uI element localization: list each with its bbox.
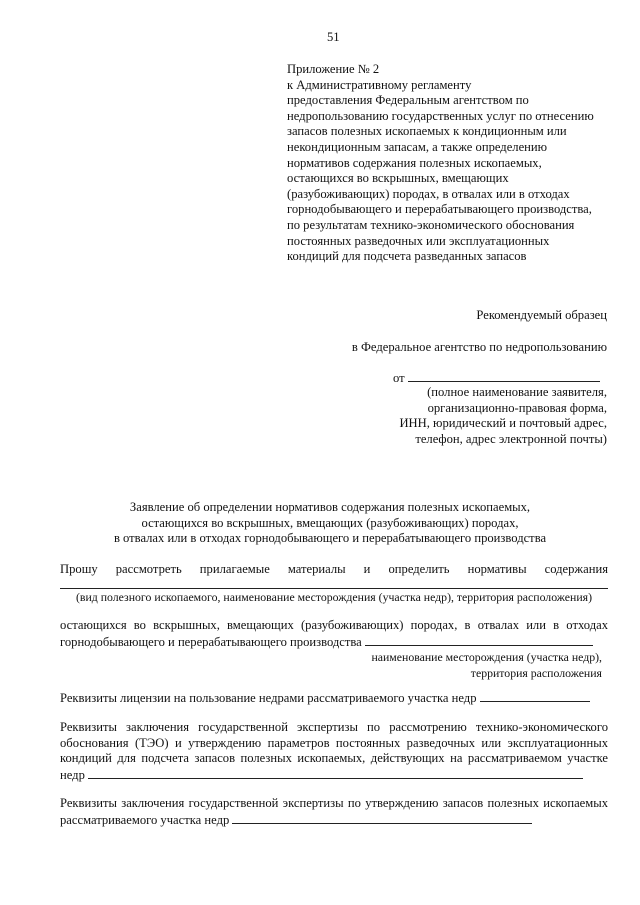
expertise-reserves (60, 796, 608, 828)
license-row (60, 690, 590, 707)
deposit-hint-line: наименование месторождения (участка недр), (371, 650, 602, 664)
appendix-line: остающихся во вскрышных, вмещающих (287, 171, 509, 186)
addressee: в Федеральное агентство по недропользованию (351, 340, 607, 354)
appendix-line: нормативов содержания полезных ископаемых, (287, 155, 542, 170)
request-line: Прошу рассмотреть прилагаемые материалы и определить нормативы содержания (60, 562, 608, 576)
deposit-hint (371, 650, 602, 681)
from-hint (399, 385, 607, 447)
from-hint-line: телефон, адрес электронной почты) (415, 431, 607, 446)
appendix-line: постоянных разведочных или эксплуатационных (287, 233, 550, 248)
remaining-line-2: горнодобывающего и перерабатывающего производства (60, 635, 362, 649)
appendix-line: (разубоживающих) породах, в отвалах или в отходах (287, 186, 570, 201)
appendix-line: к Административному регламенту (287, 77, 472, 92)
remaining-line-1: остающихся во вскрышных, вмещающих (разубоживающих) породах, в отвалах или в отходах (60, 618, 608, 632)
appendix-line: горнодобывающего и перерабатывающего производства, (287, 202, 592, 217)
from-hint-line: (полное наименование заявителя, (427, 385, 607, 399)
recommended-sample: Рекомендуемый образец (476, 308, 607, 322)
appendix-line: запасов полезных ископаемых к кондиционным или (287, 124, 567, 139)
title-line: Заявление об определении нормативов содержания полезных ископаемых, (129, 500, 531, 514)
from-label: от (393, 371, 405, 385)
expertise-teo-line: обоснования (ТЭО) и утверждению параметров постоянных разведочных или эксплуатационных (60, 735, 608, 750)
appendix-line: по результатам технико-экономического обоснования (287, 217, 575, 232)
expertise-teo-line: недр (60, 767, 85, 782)
deposit-field[interactable] (365, 634, 593, 646)
expertise-teo-line: Реквизиты заключения государственной экспертизы по рассмотрению технико-экономического (60, 720, 608, 734)
appendix-line: некондиционным запасам, а также определению (287, 139, 548, 154)
mineral-field[interactable] (60, 588, 608, 589)
from-hint-line: организационно-правовая форма, (427, 400, 607, 415)
expertise-reserves-line: рассматриваемого участка недр (60, 812, 230, 827)
expertise-reserves-line: Реквизиты заключения государственной экспертизы по утверждению запасов полезных ископаемых (60, 796, 608, 810)
license-label: Реквизиты лицензии на пользование недрами рассматриваемого участка недр (60, 691, 477, 705)
appendix-line: Приложение № 2 (287, 62, 380, 76)
from-hint-line: ИНН, юридический и почтовый адрес, (399, 416, 607, 431)
expertise-reserves-field[interactable] (232, 812, 532, 824)
appendix-line: предоставления Федеральным агентством по (287, 93, 529, 108)
title-line: остающихся во вскрышных, вмещающих (разубоживающих) породах, (141, 515, 519, 530)
license-field[interactable] (480, 690, 590, 702)
expertise-teo-line: кондиций для подсчета запасов полезных ископаемых, действующих на рассматриваемом участке (60, 751, 608, 766)
document-title (40, 500, 620, 547)
page-number: 51 (327, 30, 340, 44)
title-line: в отвалах или в отходах горнодобывающего и перерабатывающего производства (113, 531, 547, 546)
mineral-hint: (вид полезного ископаемого, наименование месторождения (участка недр), территория расположения) (75, 590, 593, 604)
appendix-block (287, 62, 617, 265)
applicant-field[interactable] (408, 370, 600, 382)
remaining-line-2-row (60, 634, 593, 651)
expertise-teo (60, 720, 608, 783)
appendix-line: кондиций для подсчета разведанных запасов (287, 249, 527, 264)
deposit-hint-line: территория расположения (470, 665, 602, 680)
expertise-teo-field[interactable] (88, 767, 583, 779)
appendix-line: недропользованию государственных услуг по отнесению (287, 108, 594, 123)
